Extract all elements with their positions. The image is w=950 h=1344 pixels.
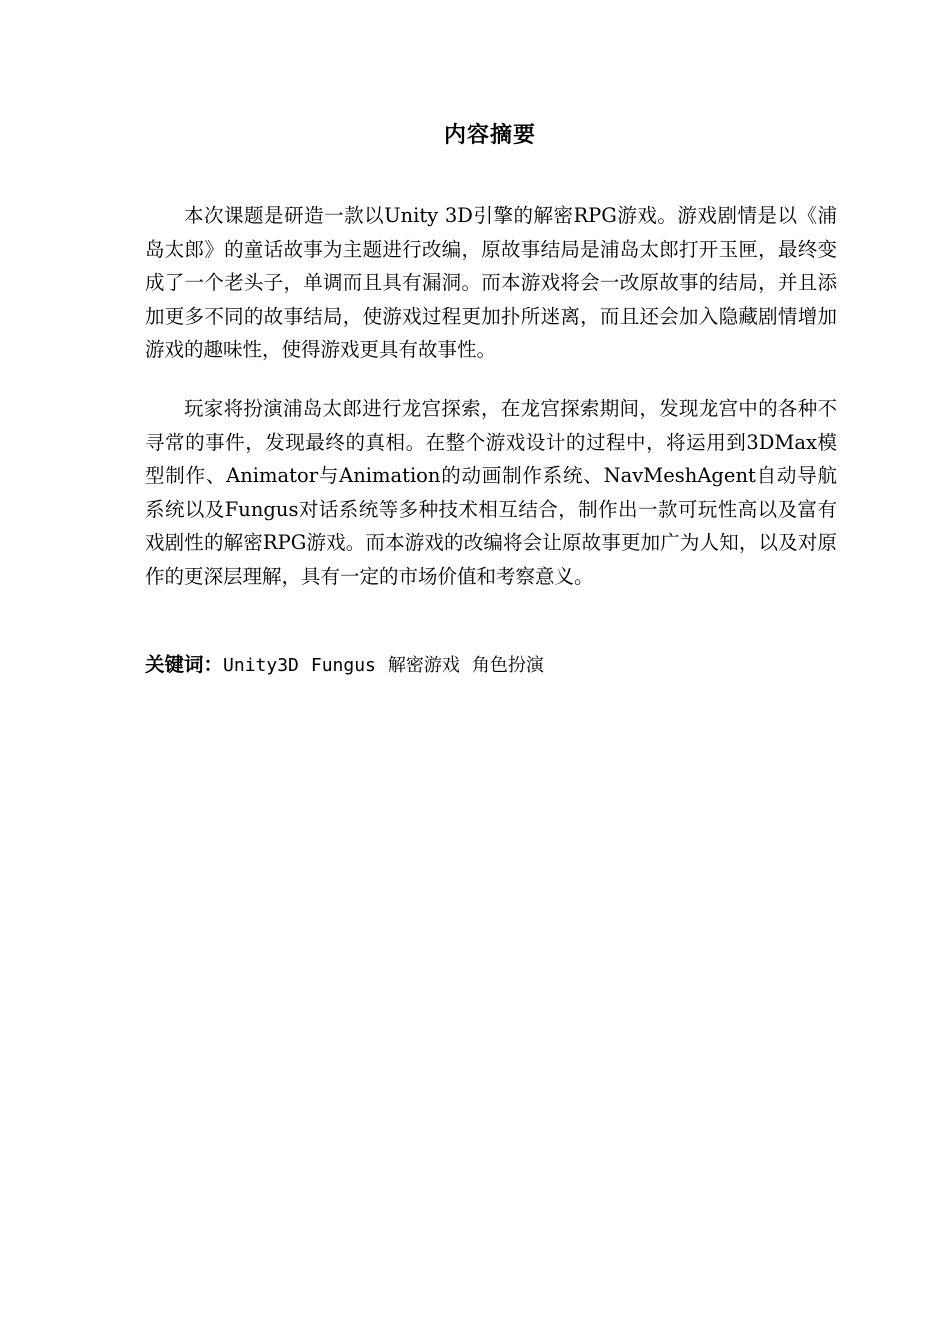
page-title: 内容摘要 [443, 123, 536, 148]
keyword-item: Unity3D [223, 655, 299, 676]
keyword-item: 角色扮演 [471, 655, 544, 676]
keyword-item: Fungus [310, 655, 376, 676]
keywords-line [145, 650, 837, 681]
abstract-paragraph-1: 本次课题是研造一款以Unity 3D引擎的解密RPG游戏。游戏剧情是以《浦岛太郎》的童话故事为主题进行改编，原故事结局是浦岛太郎打开玉匣，最终变成了一个老头子，单调而且具有漏洞。而本游戏将会一改原故事的结局，并且添加更多不同的故事结局，使游戏过程更加扑所迷离，而且还会加入隐藏剧情增加游戏的趣味性，使得游戏更具有故事性。 [145, 204, 837, 362]
abstract-paragraph-2: 玩家将扮演浦岛太郎进行龙宫探索，在龙宫探索期间，发现龙宫中的各种不寻常的事件，发现最终的真相。在整个游戏设计的过程中，将运用到3DMax模型制作、Animator与Animation的动画制作系统、NavMeshAgent自动导航系统以及Fungus对话系统等多种技术相互结合，制作出一款可玩性高以及富有戏剧性的解密RPG游戏。而本游戏的改编将会让原故事更加广为人知，以及对原作的更深层理解，具有一定的市场价值和考察意义。 [145, 397, 837, 588]
keyword-item: 解密游戏 [387, 655, 460, 676]
keywords-label: 关键词： [145, 653, 224, 676]
